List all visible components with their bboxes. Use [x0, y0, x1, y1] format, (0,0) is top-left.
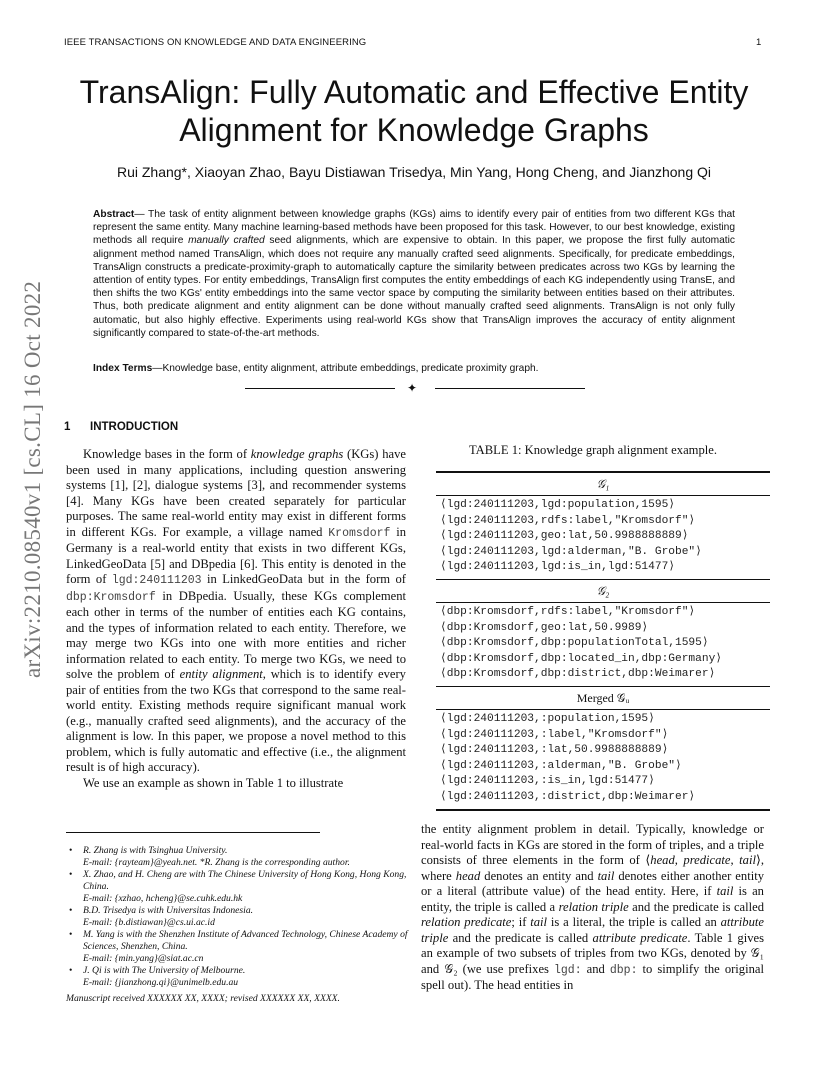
- table-row: ⟨lgd:240111203,lgd:alderman,"B. Grobe"⟩: [440, 545, 702, 558]
- table-row: ⟨lgd:240111203,:label,"Kromsdorf"⟩: [440, 728, 669, 741]
- text-run: is a literal, the triple is called an: [547, 915, 721, 929]
- table-row: ⟨lgd:240111203,geo:lat,50.9988888889⟩: [440, 530, 689, 543]
- footnote-item: [66, 905, 408, 929]
- abstract-text-part2: seed alignments, which are expensive to obtain. In this paper, we propose the first fully automatic alignment method named TransAlign, which does not require any manually crafted seed alignments. Specifically, for predicate embeddings, TransAlign constructs a predicate-proximity-graph to automatically capture the similarity between predicates across two KGs by learning the attention of entity types. For entity embeddings, TransAlign first computes the entity embeddings of each KG independently using TransE, and then shifts the two KGs' entity embeddings into the same vector space by computing the similarity between entities based on their attributes. Thus, both predicate alignment and entity alignment can be done without manually crafted seed alignments. TransAlign is not only fully automatic, but also highly effective. Experiments using real-world KGs show that TransAlign improves the accuracy of entity alignment significantly compared to state-of-the-art methods.: [93, 235, 735, 339]
- table-row: ⟨lgd:240111203,:is_in,lgd:51477⟩: [440, 775, 655, 788]
- text-run: . Table 1 gives an example of two subsets of triples from two KGs, denoted by 𝒢₁ and 𝒢₂ (we use prefixes: [421, 930, 764, 976]
- section-title: INTRODUCTION: [90, 421, 179, 433]
- table-header-merged: Merged 𝒢ᵤ: [576, 690, 630, 705]
- footnote-email: E-mail: {min.yang}@siat.ac.cn: [83, 953, 204, 964]
- text-run: Knowledge bases in the form of: [83, 447, 251, 461]
- term-knowledge-graphs: knowledge graphs: [250, 447, 344, 461]
- footnote-affiliation: M. Yang is with the Shenzhen Institute of Advanced Technology, Chinese Academy of Sciences, Shenzhen, China.: [83, 929, 408, 952]
- footnote-email: E-mail: {b.distiawan}@cs.ui.ac.id: [83, 917, 215, 928]
- intro-left-column: [66, 447, 406, 791]
- footnote-email: E-mail: {xzhao, hcheng}@se.cuhk.edu.hk: [83, 893, 243, 904]
- abstract-emphasis: manually crafted: [188, 235, 265, 247]
- section-number: 1: [64, 421, 71, 433]
- index-terms-text: —Knowledge base, entity alignment, attribute embeddings, predicate proximity graph.: [152, 363, 539, 374]
- index-terms: [93, 362, 735, 375]
- term-attribute-predicate: attribute predicate: [592, 930, 688, 945]
- index-terms-label: Index Terms: [93, 363, 153, 374]
- code-kromsdorf: Kromsdorf: [328, 526, 391, 540]
- table-header-g1: 𝒢₁: [596, 477, 610, 491]
- section-heading: [64, 421, 178, 433]
- code-dbp-prefix: dbp:: [609, 963, 638, 977]
- footnote-item: [66, 869, 408, 905]
- text-run: in Germany is a real-world entity that exists in two different KGs, LinkedGeoData [5] and DBpedia [6]. This entity is denoted in the form of: [66, 524, 406, 586]
- code-lgd-id: lgd:240111203: [111, 574, 202, 587]
- text-run: ⟩, where: [421, 853, 764, 883]
- text-run: is an entity, the triple is called a: [421, 884, 764, 914]
- table-row: ⟨lgd:240111203,:district,dbp:Weimarer⟩: [440, 790, 696, 803]
- text-run: denotes either another entity or a literal (attribute value) of the head entity. Here, if: [421, 868, 764, 898]
- code-dbp-id: dbp:Kromsdorf: [66, 590, 156, 604]
- intro-paragraph-2: We use an example as shown in Table 1 to illustrate: [83, 775, 344, 790]
- footnotes: [66, 845, 408, 1005]
- table-header-g2: 𝒢₂: [596, 583, 610, 598]
- term-relation-triple: relation triple: [558, 899, 629, 914]
- footnote-item: [66, 929, 408, 965]
- term-tail: tail: [530, 915, 548, 929]
- abstract-text-part1: The task of entity alignment between knowledge graphs (KGs) aims to identify every pair of entities from two different KGs that represent the same entity. Many machine learning-based methods have been proposed for this task. However, to our best knowledge, existing methods all require: [93, 209, 735, 247]
- table-merged-rows: [436, 710, 770, 809]
- footnote-email: E-mail: {rayteam}@yeah.net. *R. Zhang is the corresponding author.: [83, 857, 350, 868]
- divider-line-left: [245, 388, 395, 389]
- footnote-item: [66, 965, 408, 989]
- table-g2-rows: [436, 603, 770, 686]
- table-row: ⟨dbp:Kromsdorf,rdfs:label,"Kromsdorf"⟩: [440, 605, 696, 618]
- text-run: and the predicate is called: [448, 930, 593, 945]
- author-list: Rui Zhang*, Xiaoyan Zhao, Bayu Distiawan Trisedya, Min Yang, Hong Cheng, and Jianzhong Qi: [116, 164, 712, 180]
- arxiv-id-text: arXiv:2210.08540v1 [cs.CL] 16 Oct 2022: [20, 280, 45, 678]
- text-run: (KGs) have been used in many applications, including question answering systems [1], [2], dialogue systems [3], and recommender systems [4]. Many KGs have been created separately for particular purposes. The same real-world entity may exist in different forms in different KGs. For example, a village named: [66, 447, 406, 539]
- footnote-affiliation: J. Qi is with The University of Melbourne.: [83, 965, 246, 976]
- table-row: ⟨lgd:240111203,:lat,50.9988888889⟩: [440, 744, 669, 757]
- divider-diamond-icon: ✦: [407, 381, 418, 395]
- footnote-affiliation: R. Zhang is with Tsinghua University.: [83, 845, 228, 856]
- paper-title: TransAlign: Fully Automatic and Effective Entity Alignment for Knowledge Graphs: [79, 74, 749, 148]
- term-relation-predicate: relation predicate: [421, 915, 512, 929]
- footnote-email: E-mail: {jianzhong.qi}@unimelb.edu.au: [83, 977, 239, 988]
- table-caption: TABLE 1: Knowledge graph alignment example.: [468, 443, 717, 457]
- kg-alignment-table: [436, 471, 770, 811]
- footnote-item: [66, 845, 408, 869]
- term-head: head: [455, 868, 481, 883]
- table-row: ⟨lgd:240111203,lgd:is_in,lgd:51477⟩: [440, 561, 676, 574]
- abstract-label: Abstract: [93, 209, 135, 220]
- abstract-dash: —: [134, 209, 149, 220]
- text-run: , which is to identify every pair of entities from the two KGs that correspond to the same real-world entity. Existing methods require significant manual work (e.g., manually crafted seed alignments), and the accuracy of the alignment is low. In this paper, we propose a novel method to this problem, which is fully automatic and effective (i.e., the alignment result is of high accuracy).: [66, 667, 406, 774]
- table-row: ⟨dbp:Kromsdorf,geo:lat,50.9989⟩: [440, 621, 649, 634]
- divider-line-right: [435, 388, 585, 389]
- table-row: ⟨dbp:Kromsdorf,dbp:district,dbp:Weimarer⟩: [440, 668, 716, 681]
- text-run: ; if: [511, 915, 531, 929]
- footnote-affiliation: B.D. Trisedya is with Universitas Indonesia.: [83, 905, 254, 916]
- intro-paragraph-1: [66, 447, 406, 776]
- section-divider: [245, 381, 585, 395]
- term-tail: tail: [716, 884, 734, 898]
- table-row: ⟨dbp:Kromsdorf,dbp:populationTotal,1595⟩: [440, 637, 709, 650]
- term-tail: tail: [597, 868, 615, 883]
- abstract: [93, 208, 735, 340]
- footnote-affiliation: X. Zhao, and H. Cheng are with The Chinese University of Hong Kong, Hong Kong, China.: [83, 869, 407, 892]
- term-triple-form: head, predicate, tail: [650, 853, 756, 867]
- running-head: IEEE TRANSACTIONS ON KNOWLEDGE AND DATA ENGINEERING: [64, 37, 367, 48]
- table-row: ⟨lgd:240111203,lgd:population,1595⟩: [440, 499, 676, 511]
- text-run: denotes an entity and: [480, 868, 598, 883]
- intro-right-column: [421, 822, 764, 994]
- text-run: to simplify the original spell out). The head entities in: [421, 961, 764, 992]
- text-run: the entity alignment problem in detail. Typically, knowledge or real-world facts in KGs are stored in the form of triples, and a triple consists of three elements in the form of ⟨: [421, 822, 764, 867]
- table-g1-rows: [436, 496, 770, 579]
- text-run: in LinkedGeoData but in the form of: [201, 572, 406, 586]
- footnote-rule: [66, 832, 320, 833]
- table-bottom-rule: [436, 809, 770, 811]
- text-run: and: [581, 961, 610, 976]
- table-row: ⟨lgd:240111203,rdfs:label,"Kromsdorf"⟩: [440, 514, 696, 527]
- table-row: ⟨lgd:240111203,:population,1595⟩: [440, 712, 655, 725]
- manuscript-note: Manuscript received XXXXXX XX, XXXX; revised XXXXXX XX, XXXX.: [66, 993, 340, 1004]
- term-attribute-triple: attribute triple: [421, 915, 764, 945]
- page-number: 1: [756, 37, 762, 48]
- table-row: ⟨dbp:Kromsdorf,dbp:located_in,dbp:Germany⟩: [440, 652, 723, 665]
- code-lgd-prefix: lgd:: [553, 963, 582, 977]
- text-run: and the predicate is called: [628, 899, 765, 914]
- table-row: ⟨lgd:240111203,:alderman,"B. Grobe"⟩: [440, 759, 682, 772]
- text-run: in DBpedia. Usually, these KGs complement each other in terms of the number of entities each KG contains, and the types of information related to each entity. Therefore, we may merge two KGs into one with more entities and richer information related to each entity. To merge two KGs, we need to solve the problem of: [66, 588, 406, 681]
- arxiv-identifier: [14, 280, 54, 680]
- term-entity-alignment: entity alignment: [179, 667, 263, 681]
